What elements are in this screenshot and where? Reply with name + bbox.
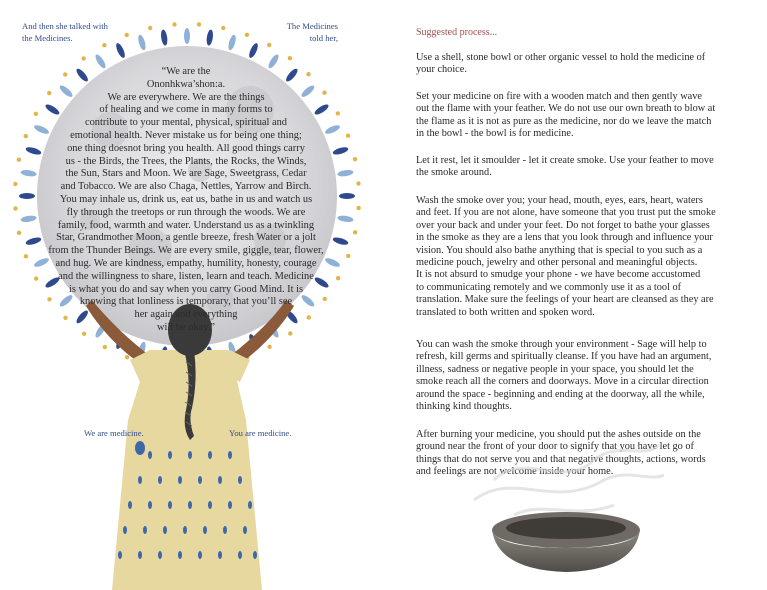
poem-line: and Tobacco. We are also Chaga, Nettles, Yarrow and Birch. — [60, 181, 312, 193]
poem-line: is what you do and say when you carry Good Mind. It is — [68, 283, 304, 295]
paragraph-line: illness, sadness or negative people in your space, you should let the — [416, 363, 694, 375]
process-paragraph — [416, 155, 760, 180]
paragraph-line: vision. You should also bathe anything that is special to you such as a — [416, 244, 703, 256]
section-heading: Suggested process... — [416, 27, 498, 38]
poem-line: us - the Birds, the Trees, the Plants, the Rocks, the Winds, — [65, 155, 307, 167]
paragraph-line: Let it rest, let it smoulder - let it create smoke. Use your feather to move — [416, 155, 714, 166]
poem-line: and the willingness to share, listen, learn and teach. Medicine — [58, 270, 314, 282]
paragraph-line: the smoke around. — [416, 167, 492, 179]
paragraph-line: translated to both written and spoken word. — [416, 306, 595, 318]
paragraph-line: refresh, kill germs and spiritually cleanse. If you have had an argument, — [416, 351, 712, 363]
paragraph-line: Wash the smoke over you; your head, mouth, eyes, ears, heart, waters — [416, 195, 703, 206]
poem-line: will be okay.” — [157, 321, 215, 333]
poem-line: You may inhale us, drink us, eat us, bathe in us and watch us — [59, 193, 313, 205]
poem-line: and hug. We are kindness, empathy, humility, honesty, courage — [55, 257, 317, 269]
paragraph-line: After burning your medicine, you should put the ashes outside on the — [416, 429, 701, 440]
paragraph-line: ground near the front of your door to signify that you have let go of — [416, 441, 694, 453]
poem-line: family, food, warmth and water. Understand us as a twinkling — [57, 219, 315, 231]
poem-line: “We are the — [161, 66, 211, 77]
poem-line: We are everywhere. We are the things — [107, 91, 265, 103]
paragraph-line: to communicating remotely and we commonly use it as a tool of — [416, 281, 682, 293]
caption-we-are-medicine: We are medicine. — [84, 428, 144, 438]
poem-line: contribute to your mental, physical, spiritual and — [85, 117, 287, 129]
process-paragraph — [416, 91, 760, 141]
poem-line: the Sun, Stars and Moon. We are Sage, Sweetgrass, Cedar — [65, 168, 307, 180]
medicine-poem — [43, 66, 329, 335]
paragraph-line: translation. Make sure the feelings of your heart are cleansed as they are — [416, 294, 714, 306]
smudge-bowl-illustration — [454, 420, 674, 585]
process-paragraph — [416, 195, 760, 319]
paragraph-line: and feelings are not welcome inside your home. — [416, 466, 614, 478]
intro-left-text — [22, 20, 132, 44]
intro-right-text — [248, 20, 338, 44]
paragraph-line: smoke reach all the corners and doorways. Move in a circular direction — [416, 376, 709, 388]
intro-right-line: The Medicines — [286, 21, 338, 31]
poem-line: her again and everything — [134, 309, 238, 321]
poem-line: Ononhkwa’shon:a. — [146, 78, 226, 90]
paragraph-line: It is not absurd to smudge your phone - we have become accustomed — [416, 269, 701, 281]
paragraph-line: in the bowl - the bowl is for medicine. — [416, 128, 574, 140]
intro-left-line: the Medicines. — [22, 33, 73, 43]
caption-you-are-medicine: You are medicine. — [229, 428, 292, 438]
paragraph-line: around the space - beginning and ending at the doorway, all the while, — [416, 388, 705, 400]
paragraph-line: You can wash the smoke through your environment - Sage will help to — [416, 339, 707, 350]
poem-line: emotional health. Never mistake us for being one thing; — [70, 129, 302, 141]
poem-line: from the Thunder Beings. We are every smile, giggle, tear, flower, — [48, 245, 324, 257]
poem-line: one thing doesnot bring you health. All good things carry — [67, 142, 305, 154]
poem-line: of healing and we come in many forms to — [99, 104, 273, 116]
smoke — [474, 445, 664, 515]
paragraph-line: over your back and under your feet. Do not forget to bathe your glasses — [416, 219, 710, 231]
paragraph-line: Use a shell, stone bowl or other organic vessel to hold the medicine of — [416, 52, 706, 63]
paragraph-line: and feet. If you are not alone, have someone that you trust put the smoke — [416, 207, 716, 219]
poem-line: knowing that lonliness is temporary, that you’ll see — [79, 296, 293, 308]
paragraph-line: thinking kind thoughts. — [416, 401, 512, 413]
paragraph-line: your choice. — [416, 64, 467, 76]
paragraph-line: Set your medicine on fire with a wooden match and then gently wave — [416, 91, 702, 102]
poem-line: fly through the treetops or run through the woods. We are — [66, 206, 306, 218]
paragraph-line: out the flame with your feather. We do not use our own breath to blow at — [416, 103, 716, 115]
paragraph-line: medicine pouch, jewelry and other personal and meaningful objects. — [416, 257, 698, 269]
poem-line: Star, Grandmother Moon, a gentle breeze, fresh Water or a jolt — [56, 232, 316, 244]
paragraph-line: the flame as it is not as pure as the medicine, nor do we leave the match — [416, 115, 712, 127]
intro-right-line: told her, — [309, 33, 338, 43]
paragraph-line: in the smoke as they are a lens that you look through and influence your — [416, 232, 713, 244]
right-page — [384, 0, 767, 590]
paragraph-line: things that do not serve you and that negative thoughts, actions, words — [416, 453, 706, 465]
intro-left-line: And then she talked with — [22, 21, 108, 31]
process-paragraph — [416, 339, 760, 413]
process-paragraph — [416, 52, 760, 77]
